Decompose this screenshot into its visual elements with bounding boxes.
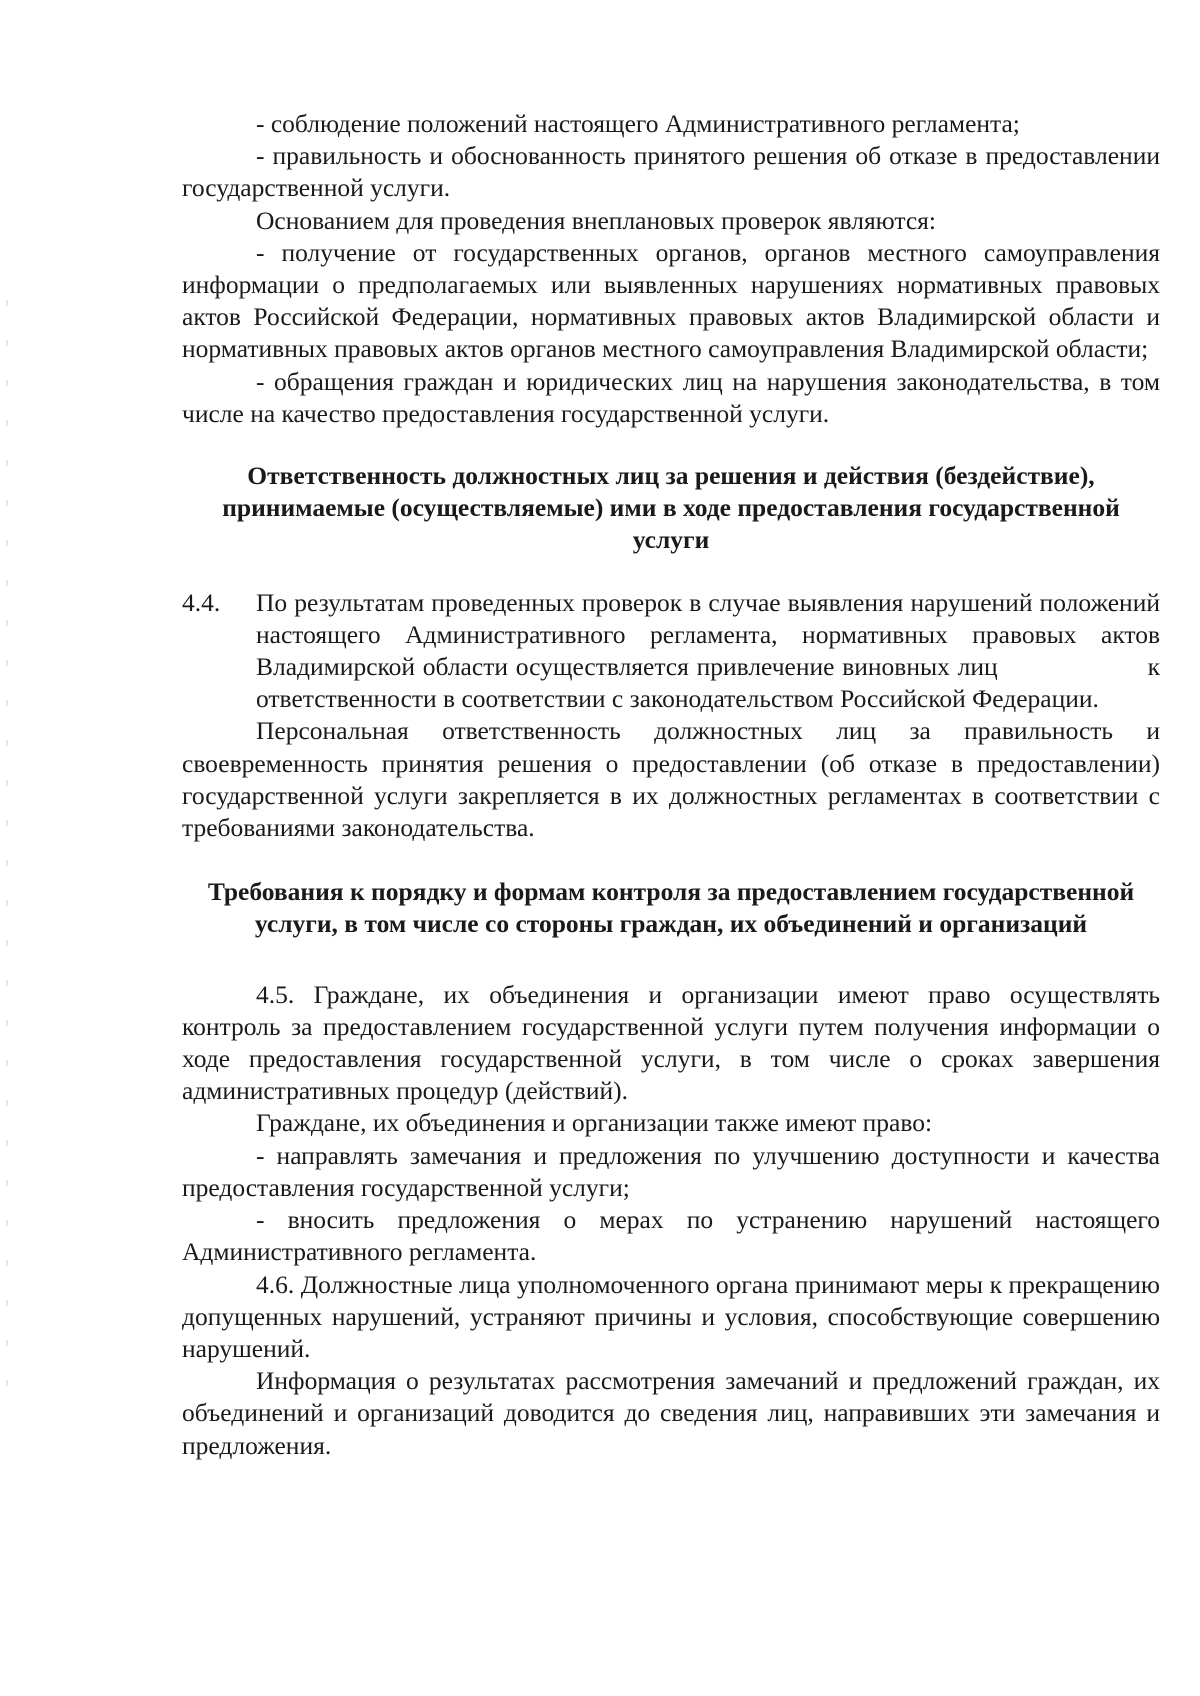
item-4-4-text-a: По результатам проведенных проверок в случае выявления нарушений положений настоящего Административного регламента, нормативных правовых актов Владимирской области осуществляется привлечение виновных лиц (256, 587, 1160, 682)
paragraph-personal-responsibility: Персональная ответственность должностных лиц за правильность и своевременность принятия решения о предоставлении (об отказе в предоставлении) государственной услуги закрепляется в их должностных регламентах в соответствии с требованиями законодательства. (182, 716, 1160, 843)
paragraph-compliance: - соблюдение положений настоящего Административного регламента; (256, 109, 1020, 138)
item-4-4 (182, 587, 1160, 716)
paragraph-unscheduled-grounds: Основанием для проведения внеплановых проверок являются: (256, 205, 936, 235)
paragraph-appeals: - обращения граждан и юридических лиц на нарушения законодательства, в том числе на качество предоставления государственной услуги. (182, 366, 1160, 428)
paragraph-correctness: - правильность и обоснованность принятого решения об отказе в предоставлении государственной услуги. (182, 141, 1160, 203)
paragraph-4-6: 4.6. Должностные лица уполномоченного органа принимают меры к прекращению допущенных нарушений, устраняют причины и условия, способствующие совершению нарушений. (182, 1269, 1160, 1363)
item-number: 4.4. (182, 587, 221, 617)
scan-edge-artifact (6, 300, 8, 1400)
section-heading-responsibility: Ответственность должностных лиц за решения и действия (бездействие), принимаемые (осуществляемые) ими в ходе предоставления государственной услуги (222, 461, 1120, 555)
paragraph-make-proposals: - вносить предложения о мерах по устранению нарушений настоящего Административного регламента. (182, 1205, 1160, 1267)
item-4-4-text-b: к ответственности в соответствии с законодательством Российской Федерации. (256, 652, 1160, 714)
paragraph-receipt-info: - получение от государственных органов, органов местного самоуправления информации о предполагаемых или выявленных нарушениях нормативных правовых актов Российской Федерации, нормативных правовых актов Владимирской области и нормативных правовых актов органов местного самоуправления Владимирской области; (182, 237, 1160, 364)
document-body (182, 108, 1160, 1462)
paragraph-information-results: Информация о результатах рассмотрения замечаний и предложений граждан, их объединений и организаций доводится до сведения лиц, направивших эти замечания и предложения. (182, 1366, 1160, 1460)
section-heading-control-requirements: Требования к порядку и формам контроля за предоставлением государственной услуги, в том числе со стороны граждан, их объединений и организаций (207, 877, 1135, 939)
paragraph-send-remarks: - направлять замечания и предложения по улучшению доступности и качества предоставления государственной услуги; (182, 1140, 1160, 1202)
paragraph-4-5: 4.5. Граждане, их объединения и организации имеют право осуществлять контроль за предоставлением государственной услуги путем получения информации о ходе предоставления государственной услуги, в том числе о сроках завершения административных процедур (действий). (182, 979, 1160, 1106)
item-4-4-text (256, 587, 1160, 716)
paragraph-rights: Граждане, их объединения и организации также имеют право: (256, 1108, 933, 1138)
